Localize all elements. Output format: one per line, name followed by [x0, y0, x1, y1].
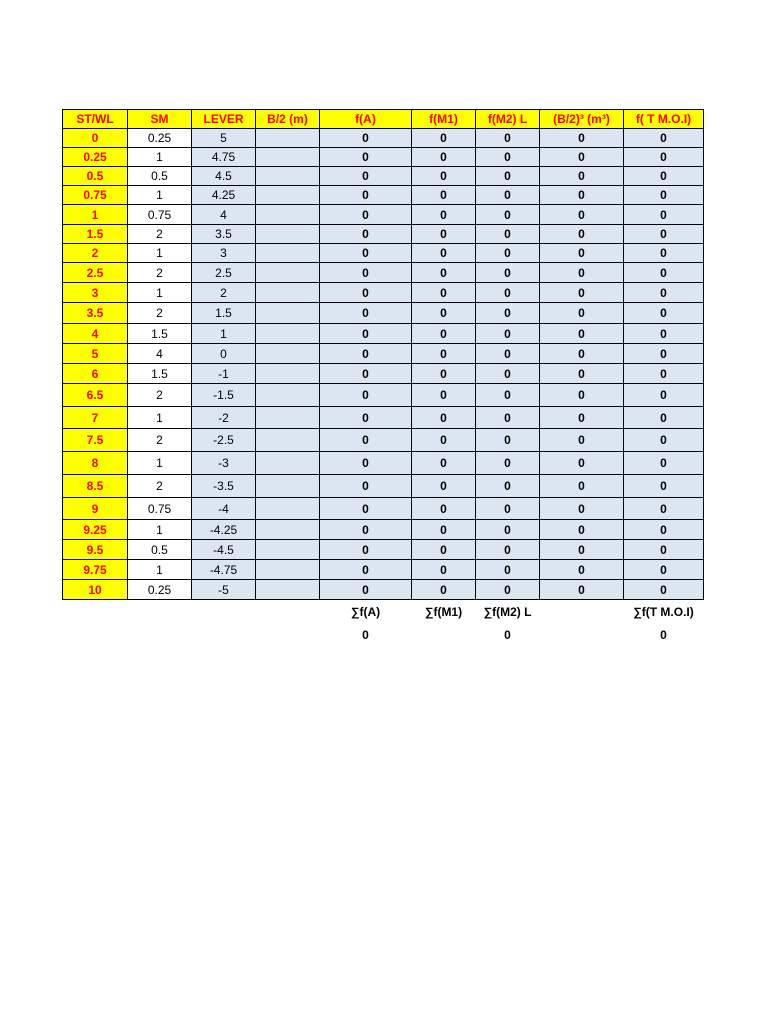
empty-cell[interactable]: [256, 600, 320, 624]
cell-lever[interactable]: -1.5: [192, 384, 256, 407]
sum-label-f-m2-l[interactable]: ∑f(M2) L: [483, 604, 532, 619]
cell-lever[interactable]: 5: [192, 129, 256, 148]
cell-f-m2-l[interactable]: 0: [476, 148, 540, 167]
empty-cell[interactable]: [63, 624, 128, 646]
cell-half-breadth[interactable]: [256, 580, 320, 600]
cell-lever[interactable]: -4.5: [192, 540, 256, 560]
cell-f-t-moi[interactable]: 0: [624, 225, 704, 244]
empty-cell[interactable]: [412, 624, 476, 646]
sum-label-f-t-moi[interactable]: ∑f(T M.O.I): [633, 604, 694, 619]
cell-lever[interactable]: -2: [192, 407, 256, 429]
cell-f-a[interactable]: 0: [320, 283, 412, 303]
cell-f-t-moi[interactable]: 0: [624, 384, 704, 407]
cell-f-m2-l[interactable]: 0: [476, 520, 540, 540]
cell-f-m1[interactable]: 0: [412, 205, 476, 225]
cell-sm[interactable]: 2: [128, 225, 192, 244]
cell-lever[interactable]: -3: [192, 452, 256, 475]
cell-lever[interactable]: -3.5: [192, 475, 256, 498]
cell-half-breadth[interactable]: [256, 283, 320, 303]
cell-half-breadth[interactable]: [256, 148, 320, 167]
cell-half-breadth[interactable]: [256, 540, 320, 560]
table-row: [63, 205, 704, 225]
cell-f-t-moi[interactable]: 0: [624, 475, 704, 498]
cell-f-m1[interactable]: 0: [412, 407, 476, 429]
table-row: [63, 129, 704, 148]
table-row: [63, 225, 704, 244]
cell-half-breadth-cubed[interactable]: 0: [540, 364, 624, 384]
cell-half-breadth[interactable]: [256, 384, 320, 407]
cell-sm[interactable]: 0.5: [128, 167, 192, 186]
sum-value-f-t-moi[interactable]: 0: [660, 627, 667, 642]
empty-cell[interactable]: [192, 600, 256, 624]
cell-half-breadth-cubed[interactable]: 0: [540, 129, 624, 148]
header-lever[interactable]: LEVER: [192, 110, 256, 129]
cell-half-breadth-cubed[interactable]: 0: [540, 452, 624, 475]
header-f-m1[interactable]: f(M1): [412, 110, 476, 129]
header-sm[interactable]: SM: [128, 110, 192, 129]
cell-f-m1[interactable]: 0: [412, 540, 476, 560]
cell-f-m2-l[interactable]: 0: [476, 283, 540, 303]
cell-lever[interactable]: -2.5: [192, 429, 256, 452]
cell-half-breadth[interactable]: [256, 263, 320, 283]
cell-f-t-moi[interactable]: 0: [624, 407, 704, 429]
cell-f-a[interactable]: 0: [320, 580, 412, 600]
cell-f-m2-l[interactable]: 0: [476, 580, 540, 600]
empty-cell[interactable]: [256, 624, 320, 646]
table-row: [63, 283, 704, 303]
cell-f-a[interactable]: 0: [320, 498, 412, 520]
cell-sm[interactable]: 1: [128, 244, 192, 263]
cell-st-wl[interactable]: 0.5: [63, 167, 128, 186]
cell-half-breadth[interactable]: [256, 344, 320, 364]
cell-half-breadth[interactable]: [256, 324, 320, 344]
empty-cell[interactable]: [63, 600, 128, 624]
cell-f-a[interactable]: 0: [320, 263, 412, 283]
cell-half-breadth[interactable]: [256, 429, 320, 452]
cell-half-breadth[interactable]: [256, 167, 320, 186]
cell-sm[interactable]: 2: [128, 429, 192, 452]
cell-f-a[interactable]: 0: [320, 148, 412, 167]
sum-label-f-a[interactable]: ∑f(A): [350, 604, 381, 619]
cell-st-wl[interactable]: 8: [63, 452, 128, 475]
cell-f-m1[interactable]: 0: [412, 580, 476, 600]
sum-label-row: [63, 600, 704, 624]
table-row: [63, 344, 704, 364]
cell-f-m2-l[interactable]: 0: [476, 364, 540, 384]
cell-half-breadth-cubed[interactable]: 0: [540, 324, 624, 344]
table-row: [63, 452, 704, 475]
cell-half-breadth[interactable]: [256, 407, 320, 429]
cell-f-m2-l[interactable]: 0: [476, 129, 540, 148]
cell-f-t-moi[interactable]: 0: [624, 148, 704, 167]
cell-f-m1[interactable]: 0: [412, 263, 476, 283]
cell-f-a[interactable]: 0: [320, 344, 412, 364]
cell-f-m2-l[interactable]: 0: [476, 303, 540, 324]
table-row: [63, 498, 704, 520]
header-f-t-moi[interactable]: f( T M.O.I): [624, 110, 704, 129]
sum-value-f-a[interactable]: 0: [362, 627, 369, 642]
cell-f-a[interactable]: 0: [320, 129, 412, 148]
cell-st-wl[interactable]: 2: [63, 244, 128, 263]
cell-half-breadth[interactable]: [256, 186, 320, 205]
empty-cell[interactable]: [540, 600, 624, 624]
cell-half-breadth-cubed[interactable]: 0: [540, 475, 624, 498]
cell-half-breadth-cubed[interactable]: 0: [540, 580, 624, 600]
cell-f-m2-l[interactable]: 0: [476, 540, 540, 560]
header-half-breadth[interactable]: B/2 (m): [256, 110, 320, 129]
cell-sm[interactable]: 2: [128, 263, 192, 283]
cell-f-t-moi[interactable]: 0: [624, 429, 704, 452]
header-f-m2-l[interactable]: f(M2) L: [476, 110, 540, 129]
cell-lever[interactable]: 4.75: [192, 148, 256, 167]
cell-f-t-moi[interactable]: 0: [624, 324, 704, 344]
cell-half-breadth-cubed[interactable]: 0: [540, 407, 624, 429]
cell-f-a[interactable]: 0: [320, 452, 412, 475]
cell-f-m2-l[interactable]: 0: [476, 344, 540, 364]
cell-sm[interactable]: 1: [128, 407, 192, 429]
cell-sm[interactable]: 2: [128, 303, 192, 324]
cell-lever[interactable]: 4: [192, 205, 256, 225]
sum-label-f-m1[interactable]: ∑f(M1): [424, 604, 463, 619]
cell-st-wl[interactable]: 8.5: [63, 475, 128, 498]
cell-f-t-moi[interactable]: 0: [624, 520, 704, 540]
cell-half-breadth-cubed[interactable]: 0: [540, 186, 624, 205]
cell-f-m2-l[interactable]: 0: [476, 429, 540, 452]
cell-st-wl[interactable]: 6.5: [63, 384, 128, 407]
cell-f-a[interactable]: 0: [320, 303, 412, 324]
cell-st-wl[interactable]: 7: [63, 407, 128, 429]
cell-f-t-moi[interactable]: 0: [624, 498, 704, 520]
cell-st-wl[interactable]: 3: [63, 283, 128, 303]
cell-sm[interactable]: 2: [128, 475, 192, 498]
cell-sm[interactable]: 1: [128, 283, 192, 303]
cell-f-m2-l[interactable]: 0: [476, 244, 540, 263]
table-row: [63, 364, 704, 384]
cell-f-m1[interactable]: 0: [412, 148, 476, 167]
cell-half-breadth-cubed[interactable]: 0: [540, 540, 624, 560]
cell-sm[interactable]: 1: [128, 560, 192, 580]
cell-f-m1[interactable]: 0: [412, 498, 476, 520]
cell-f-m2-l[interactable]: 0: [476, 452, 540, 475]
cell-st-wl[interactable]: 0.25: [63, 148, 128, 167]
cell-f-t-moi[interactable]: 0: [624, 205, 704, 225]
cell-sm[interactable]: 1.5: [128, 364, 192, 384]
cell-sm[interactable]: 2: [128, 384, 192, 407]
cell-f-a[interactable]: 0: [320, 560, 412, 580]
cell-sm[interactable]: 0.25: [128, 129, 192, 148]
cell-st-wl[interactable]: 2.5: [63, 263, 128, 283]
cell-half-breadth[interactable]: [256, 498, 320, 520]
cell-f-m1[interactable]: 0: [412, 560, 476, 580]
cell-f-a[interactable]: 0: [320, 186, 412, 205]
cell-f-m2-l[interactable]: 0: [476, 384, 540, 407]
header-st-wl[interactable]: ST/WL: [63, 110, 128, 129]
cell-sm[interactable]: 0.75: [128, 498, 192, 520]
cell-f-m1[interactable]: 0: [412, 520, 476, 540]
cell-sm[interactable]: 0.75: [128, 205, 192, 225]
cell-f-m1[interactable]: 0: [412, 225, 476, 244]
cell-f-t-moi[interactable]: 0: [624, 244, 704, 263]
cell-half-breadth[interactable]: [256, 129, 320, 148]
cell-half-breadth[interactable]: [256, 452, 320, 475]
cell-f-a[interactable]: 0: [320, 429, 412, 452]
cell-st-wl[interactable]: 10: [63, 580, 128, 600]
cell-st-wl[interactable]: 0.75: [63, 186, 128, 205]
cell-half-breadth[interactable]: [256, 303, 320, 324]
cell-sm[interactable]: 1.5: [128, 324, 192, 344]
cell-f-m1[interactable]: 0: [412, 303, 476, 324]
cell-f-t-moi[interactable]: 0: [624, 167, 704, 186]
table-row: [63, 167, 704, 186]
cell-sm[interactable]: 1: [128, 148, 192, 167]
cell-st-wl[interactable]: 0: [63, 129, 128, 148]
cell-half-breadth-cubed[interactable]: 0: [540, 283, 624, 303]
spreadsheet-table: [62, 109, 704, 646]
cell-f-t-moi[interactable]: 0: [624, 452, 704, 475]
table-row: [63, 263, 704, 283]
cell-f-m1[interactable]: 0: [412, 129, 476, 148]
table-row: [63, 407, 704, 429]
cell-half-breadth-cubed[interactable]: 0: [540, 498, 624, 520]
cell-f-m2-l[interactable]: 0: [476, 263, 540, 283]
cell-half-breadth-cubed[interactable]: 0: [540, 384, 624, 407]
cell-st-wl[interactable]: 9: [63, 498, 128, 520]
cell-f-m1[interactable]: 0: [412, 384, 476, 407]
cell-f-m1[interactable]: 0: [412, 344, 476, 364]
empty-cell[interactable]: [192, 624, 256, 646]
cell-sm[interactable]: 1: [128, 520, 192, 540]
cell-st-wl[interactable]: 1: [63, 205, 128, 225]
table-row: [63, 560, 704, 580]
cell-f-m1[interactable]: 0: [412, 452, 476, 475]
cell-f-t-moi[interactable]: 0: [624, 186, 704, 205]
cell-lever[interactable]: 4.25: [192, 186, 256, 205]
header-f-a[interactable]: f(A): [320, 110, 412, 129]
table-row: [63, 303, 704, 324]
cell-f-m1[interactable]: 0: [412, 475, 476, 498]
cell-f-m1[interactable]: 0: [412, 324, 476, 344]
cell-lever[interactable]: 1.5: [192, 303, 256, 324]
cell-f-t-moi[interactable]: 0: [624, 364, 704, 384]
header-half-breadth-cubed[interactable]: (B/2)³ (m³): [540, 110, 624, 129]
table-row: [63, 580, 704, 600]
cell-f-m2-l[interactable]: 0: [476, 167, 540, 186]
table-row: [63, 384, 704, 407]
cell-lever[interactable]: 4.5: [192, 167, 256, 186]
cell-lever[interactable]: 3.5: [192, 225, 256, 244]
cell-f-m1[interactable]: 0: [412, 283, 476, 303]
cell-f-m2-l[interactable]: 0: [476, 186, 540, 205]
cell-sm[interactable]: 1: [128, 186, 192, 205]
cell-st-wl[interactable]: 6: [63, 364, 128, 384]
cell-st-wl[interactable]: 3.5: [63, 303, 128, 324]
cell-half-breadth[interactable]: [256, 225, 320, 244]
empty-cell[interactable]: [128, 624, 192, 646]
cell-st-wl[interactable]: 9.25: [63, 520, 128, 540]
table-row: [63, 148, 704, 167]
cell-lever[interactable]: -5: [192, 580, 256, 600]
cell-half-breadth[interactable]: [256, 205, 320, 225]
table-row: [63, 429, 704, 452]
cell-half-breadth[interactable]: [256, 560, 320, 580]
cell-half-breadth-cubed[interactable]: 0: [540, 263, 624, 283]
cell-half-breadth[interactable]: [256, 520, 320, 540]
cell-f-a[interactable]: 0: [320, 225, 412, 244]
cell-half-breadth-cubed[interactable]: 0: [540, 205, 624, 225]
cell-half-breadth-cubed[interactable]: 0: [540, 303, 624, 324]
cell-f-m2-l[interactable]: 0: [476, 498, 540, 520]
cell-half-breadth[interactable]: [256, 475, 320, 498]
cell-lever[interactable]: 2: [192, 283, 256, 303]
cell-f-a[interactable]: 0: [320, 167, 412, 186]
sum-value-f-m2-l[interactable]: 0: [504, 627, 511, 642]
cell-f-a[interactable]: 0: [320, 384, 412, 407]
cell-half-breadth[interactable]: [256, 364, 320, 384]
cell-lever[interactable]: 2.5: [192, 263, 256, 283]
cell-f-a[interactable]: 0: [320, 540, 412, 560]
cell-f-m1[interactable]: 0: [412, 167, 476, 186]
cell-f-m2-l[interactable]: 0: [476, 560, 540, 580]
cell-f-m1[interactable]: 0: [412, 364, 476, 384]
cell-f-m2-l[interactable]: 0: [476, 205, 540, 225]
table-row: [63, 324, 704, 344]
cell-half-breadth-cubed[interactable]: 0: [540, 148, 624, 167]
header-row: [63, 110, 704, 129]
cell-f-t-moi[interactable]: 0: [624, 263, 704, 283]
cell-lever[interactable]: 3: [192, 244, 256, 263]
cell-st-wl[interactable]: 4: [63, 324, 128, 344]
table-row: [63, 244, 704, 263]
cell-half-breadth-cubed[interactable]: 0: [540, 520, 624, 540]
cell-half-breadth-cubed[interactable]: 0: [540, 429, 624, 452]
table-row: [63, 540, 704, 560]
cell-f-t-moi[interactable]: 0: [624, 540, 704, 560]
cell-f-a[interactable]: 0: [320, 407, 412, 429]
cell-sm[interactable]: 0.25: [128, 580, 192, 600]
cell-half-breadth-cubed[interactable]: 0: [540, 244, 624, 263]
sum-value-row: [63, 624, 704, 646]
cell-f-t-moi[interactable]: 0: [624, 560, 704, 580]
cell-f-m2-l[interactable]: 0: [476, 324, 540, 344]
table-row: [63, 520, 704, 540]
cell-f-a[interactable]: 0: [320, 475, 412, 498]
cell-f-a[interactable]: 0: [320, 324, 412, 344]
cell-f-a[interactable]: 0: [320, 520, 412, 540]
cell-half-breadth-cubed[interactable]: 0: [540, 225, 624, 244]
cell-f-m1[interactable]: 0: [412, 429, 476, 452]
cell-f-t-moi[interactable]: 0: [624, 303, 704, 324]
cell-sm[interactable]: 4: [128, 344, 192, 364]
cell-half-breadth[interactable]: [256, 244, 320, 263]
cell-f-m2-l[interactable]: 0: [476, 225, 540, 244]
cell-half-breadth-cubed[interactable]: 0: [540, 344, 624, 364]
cell-half-breadth-cubed[interactable]: 0: [540, 167, 624, 186]
cell-f-a[interactable]: 0: [320, 244, 412, 263]
cell-f-m2-l[interactable]: 0: [476, 407, 540, 429]
cell-f-m1[interactable]: 0: [412, 244, 476, 263]
table-row: [63, 186, 704, 205]
cell-f-a[interactable]: 0: [320, 205, 412, 225]
cell-lever[interactable]: -1: [192, 364, 256, 384]
cell-f-t-moi[interactable]: 0: [624, 580, 704, 600]
cell-lever[interactable]: 0: [192, 344, 256, 364]
cell-st-wl[interactable]: 9.75: [63, 560, 128, 580]
cell-half-breadth-cubed[interactable]: 0: [540, 560, 624, 580]
cell-sm[interactable]: 1: [128, 452, 192, 475]
cell-f-t-moi[interactable]: 0: [624, 129, 704, 148]
cell-st-wl[interactable]: 1.5: [63, 225, 128, 244]
cell-f-a[interactable]: 0: [320, 364, 412, 384]
empty-cell[interactable]: [128, 600, 192, 624]
cell-lever[interactable]: 1: [192, 324, 256, 344]
cell-f-t-moi[interactable]: 0: [624, 344, 704, 364]
cell-sm[interactable]: 0.5: [128, 540, 192, 560]
cell-st-wl[interactable]: 9.5: [63, 540, 128, 560]
table-row: [63, 475, 704, 498]
empty-cell[interactable]: [540, 624, 624, 646]
cell-lever[interactable]: -4.75: [192, 560, 256, 580]
cell-lever[interactable]: -4: [192, 498, 256, 520]
cell-f-t-moi[interactable]: 0: [624, 283, 704, 303]
cell-f-m2-l[interactable]: 0: [476, 475, 540, 498]
cell-st-wl[interactable]: 7.5: [63, 429, 128, 452]
cell-st-wl[interactable]: 5: [63, 344, 128, 364]
cell-lever[interactable]: -4.25: [192, 520, 256, 540]
cell-f-m1[interactable]: 0: [412, 186, 476, 205]
